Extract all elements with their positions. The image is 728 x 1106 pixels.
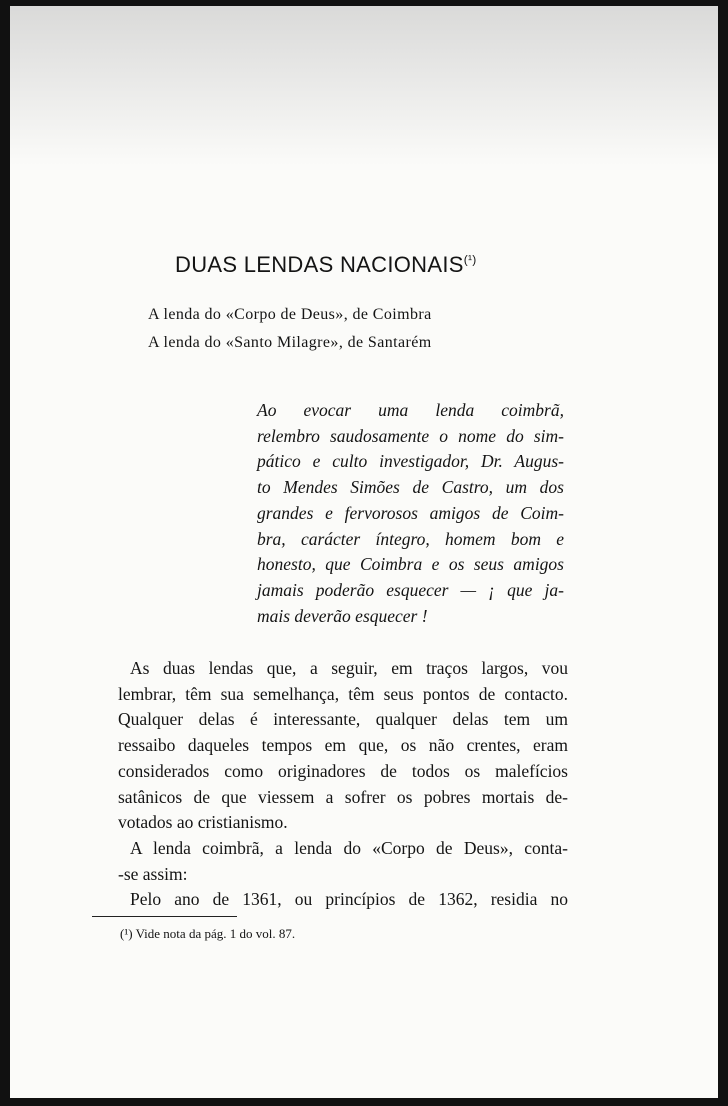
epigraph-line: to Mendes Simões de Castro, um dos [257,477,564,498]
footnote-reference: (¹) [463,252,477,267]
epigraph-line: bra, carácter íntegro, homem bom e [257,528,564,549]
body-line: Pelo ano de 1361, ou princípios de 1362, residia no [130,889,568,910]
body-line: A lenda coimbrã, a lenda do «Corpo de Deus», conta- [130,837,568,858]
subtitle-santo-milagre: A lenda do «Santo Milagre», de Santarém [148,334,432,351]
epigraph-line: relembro saudosamente o nome do sim- [257,425,564,446]
epigraph-line: grandes e fervorosos amigos de Coim- [257,502,564,523]
epigraph-line: mais deverão esquecer ! [257,605,428,626]
footnote-divider [92,916,237,917]
body-line: considerados como originadores de todos os malefícios [118,760,568,781]
document-page [10,6,718,1098]
body-line: As duas lendas que, a seguir, em traços largos, vou [130,658,568,678]
body-line: Qualquer delas é interessante, qualquer delas tem um [118,709,568,730]
epigraph [257,398,564,629]
subtitle-corpo-de-deus: A lenda do «Corpo de Deus», de Coimbra [148,306,432,323]
body-line: ressaibo daqueles tempos em que, os não crentes, eram [118,735,568,756]
footnote: (¹) Vide nota da pág. 1 do vol. 87. [120,926,296,941]
epigraph-line: honesto, que Coimbra e os seus amigos [257,554,564,575]
body-line: -se assim: [118,863,188,884]
body-line: votados ao cristianismo. [118,812,288,833]
body-line: satânicos de que viessem a sofrer os pobres mortais de- [118,786,568,807]
title-text: DUAS LENDAS NACIONAIS [175,252,464,277]
epigraph-line: jamais poderão esquecer — ¡ que ja- [257,579,564,600]
page-title [175,252,495,278]
epigraph-line: pático e culto investigador, Dr. Augus- [257,451,564,472]
epigraph-line: Ao evocar uma lenda coimbrã, [257,400,564,420]
body-line: lembrar, têm sua semelhança, têm seus pontos de contacto. [118,683,568,704]
body-text [118,656,568,913]
